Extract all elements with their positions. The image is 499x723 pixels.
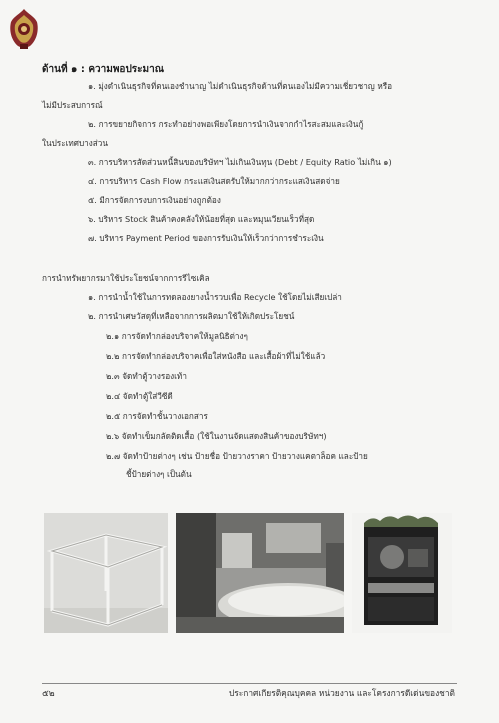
sub-list-item: ๒.๗ จัดทำป้ายต่างๆ เช่น ป้ายชื่อ ป้ายวางราคา ป้ายวางแคตาล็อค และป้าย <box>106 451 368 461</box>
list-item: ๔. การบริหาร Cash Flow กระแสเงินสดรับให้มากกว่ากระแสเงินสดจ่าย <box>88 176 340 186</box>
photo-acrylic-box <box>44 513 168 633</box>
sub-list-item: ๒.๔ จัดทำตู้ใส่วีซีดี <box>106 391 173 401</box>
paragraph-line: ๑. มุ่งดำเนินธุรกิจที่ตนเองชำนาญ ไม่ดำเนินธุรกิจด้านที่ตนเองไม่มีความเชี่ยวชาญ หรือ <box>88 81 393 91</box>
paragraph-line: ไม่มีประสบการณ์ <box>42 100 103 110</box>
sub-list-item: ๒.๕ การจัดทำชั้นวางเอกสาร <box>106 411 208 421</box>
sub-list-item: ๒.๖ จัดทำเข็มกลัดติดเสื้อ (ใช้ในงานจัดแสดงสินค้าของบริษัทฯ) <box>106 431 327 441</box>
section-title: การนำทรัพยากรมาใช้ประโยชน์จากการรีไซเคิล <box>42 273 210 283</box>
list-item: ๑. การนำน้ำใช้ในการทดลองยางน้ำรวบเพื่อ Recycle ใช้โดยไม่เสียเปล่า <box>88 292 342 302</box>
sub-list-item: ๒.๓ จัดทำตู้วางรองเท้า <box>106 371 187 381</box>
sub-list-item: ๒.๒ การจัดทำกล่องบริจาคเพื่อใส่หนังสือ และเสื้อผ้าที่ไม่ใช้แล้ว <box>106 351 326 361</box>
photo-donation-box <box>352 513 452 633</box>
paragraph-line: ในประเทศบางส่วน <box>42 138 108 148</box>
footer-text: ประกาศเกียรติคุณบุคคล หน่วยงาน และโครงการดีเด่นของชาติ <box>228 688 455 698</box>
list-item: ๗. บริหาร Payment Period ของการรับเงินให้เร็วกว่าการชำระเงิน <box>88 233 324 243</box>
page-number: ๕๒ <box>42 689 55 699</box>
emblem-seal-icon <box>8 8 40 50</box>
list-item: ๖. บริหาร Stock สินค้าคงคลังให้น้อยที่สุด และหมุนเวียนเร็วที่สุด <box>88 214 315 224</box>
paragraph-line: ๒. การขยายกิจการ กระทำอย่างพอเพียงโดยการนำเงินจากกำไรสะสมและเงินกู้ <box>88 119 364 129</box>
footer-divider <box>42 683 457 684</box>
list-item: ๕. มีการจัดการงบการเงินอย่างถูกต้อง <box>88 195 221 205</box>
section-heading: ด้านที่ ๑ : ความพอประมาณ <box>42 64 165 75</box>
photo-workshop <box>176 513 344 633</box>
list-item: ๓. การบริหารสัดส่วนหนี้สินของบริษัทฯ ไม่เกินเงินทุน (Debt / Equity Ratio ไม่เกิน ๑) <box>88 157 392 167</box>
sub-list-item: ๒.๑ การจัดทำกล่องบริจาคให้มูลนิธิต่างๆ <box>106 331 248 341</box>
list-item: ๒. การนำเศษวัสดุที่เหลือจากการผลิตมาใช้ให้เกิดประโยชน์ <box>88 311 295 321</box>
sub-list-item-continued: ชี้ป้ายต่างๆ เป็นต้น <box>126 469 192 479</box>
